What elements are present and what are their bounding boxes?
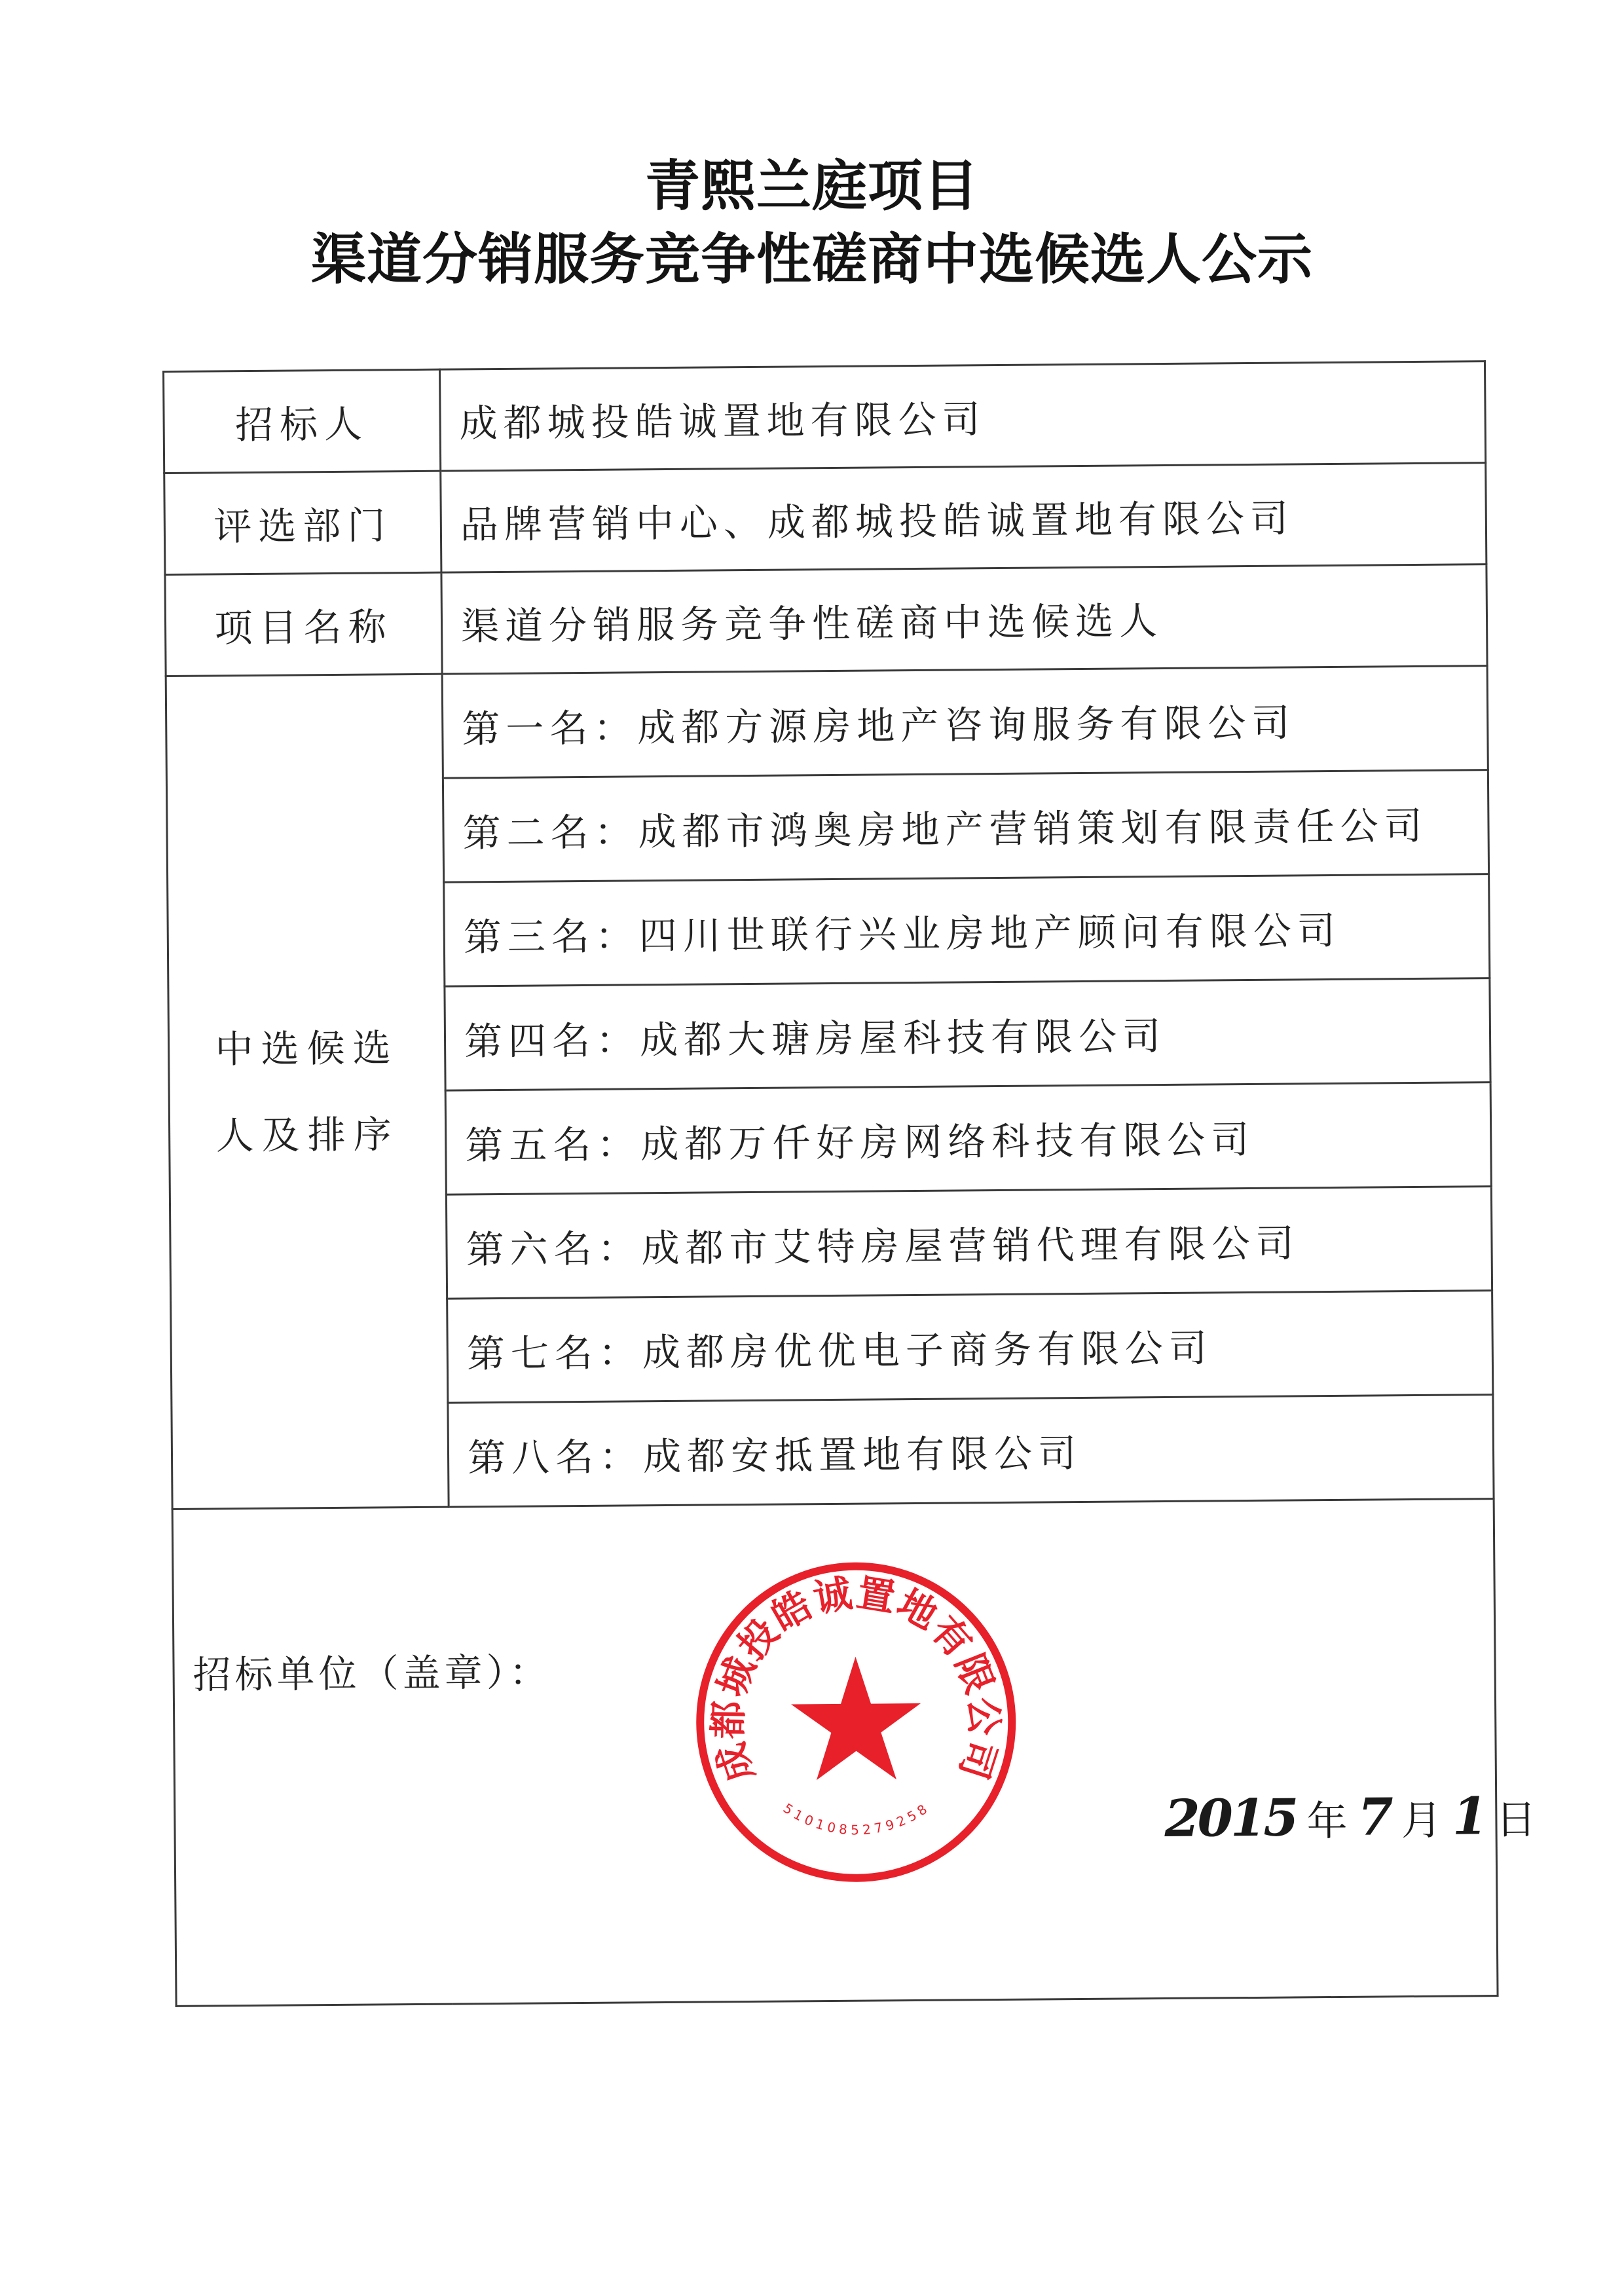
table-row-project-name bbox=[165, 565, 1487, 676]
candidate-name: 成都安抵置地有限公司 bbox=[642, 1431, 1082, 1479]
date-day: 1 bbox=[1452, 1787, 1486, 1847]
date-year: 2015 bbox=[1164, 1788, 1297, 1849]
candidate-2 bbox=[443, 770, 1488, 883]
candidate-rank: 第四名： bbox=[464, 1018, 640, 1064]
seal-number-text: 5101085279258 bbox=[780, 1799, 933, 1838]
label-candidates bbox=[166, 674, 449, 1509]
label-candidates-line2: 人及排序 bbox=[215, 1111, 399, 1158]
signature-cell bbox=[172, 1499, 1537, 2007]
table-row-department bbox=[164, 463, 1486, 575]
candidate-rank: 第五名： bbox=[465, 1122, 641, 1168]
table-row-tenderer bbox=[164, 361, 1486, 473]
candidate-rank: 第一名： bbox=[462, 705, 638, 752]
candidate-rank: 第八名： bbox=[467, 1434, 644, 1481]
candidate-rank: 第六名： bbox=[466, 1226, 642, 1272]
document-title bbox=[0, 149, 1624, 296]
company-seal-stamp bbox=[691, 1557, 1021, 1887]
signature-date bbox=[1164, 1786, 1547, 1849]
title-line-project: 青熙兰庭项目 bbox=[644, 153, 979, 218]
candidate-name: 成都市艾特房屋营销代理有限公司 bbox=[641, 1221, 1300, 1271]
date-month-unit: 月 bbox=[1401, 1796, 1443, 1845]
star-icon bbox=[790, 1656, 921, 1781]
label-project-name: 项目名称 bbox=[165, 572, 442, 676]
candidate-rank: 第二名： bbox=[462, 809, 638, 856]
table-row-candidate bbox=[166, 666, 1488, 781]
seal-company-text: 成都城投皓诚置地有限公司 bbox=[705, 1570, 1007, 1788]
candidate-4 bbox=[445, 978, 1490, 1091]
date-month: 7 bbox=[1357, 1787, 1392, 1847]
candidate-8 bbox=[448, 1395, 1494, 1508]
label-department: 评选部门 bbox=[164, 471, 441, 574]
candidate-name: 成都万仟好房网络科技有限公司 bbox=[640, 1117, 1255, 1167]
table-row-signature bbox=[172, 1499, 1498, 2007]
candidate-name: 成都方源房地产咨询服务有限公司 bbox=[637, 700, 1296, 750]
candidate-3 bbox=[444, 874, 1490, 987]
date-day-unit: 日 bbox=[1495, 1795, 1537, 1844]
candidate-7 bbox=[447, 1291, 1493, 1403]
date-year-unit: 年 bbox=[1306, 1796, 1348, 1845]
candidate-6 bbox=[446, 1187, 1492, 1299]
candidate-5 bbox=[445, 1083, 1491, 1195]
candidate-1 bbox=[442, 666, 1488, 779]
value-department: 品牌营销中心、成都城投皓诚置地有限公司 bbox=[441, 463, 1486, 573]
value-tenderer: 成都城投皓诚置地有限公司 bbox=[439, 361, 1485, 472]
notice-table bbox=[162, 360, 1537, 2007]
notice-table-container bbox=[162, 360, 1537, 2013]
candidate-rank: 第三名： bbox=[463, 914, 640, 960]
candidate-rank: 第七名： bbox=[466, 1330, 643, 1377]
candidate-name: 成都大瑭房屋科技有限公司 bbox=[639, 1013, 1167, 1063]
label-candidates-line1: 中选候选 bbox=[215, 1025, 399, 1071]
candidate-name: 四川世联行兴业房地产顾问有限公司 bbox=[638, 908, 1342, 959]
candidate-name: 成都房优优电子商务有限公司 bbox=[642, 1325, 1213, 1375]
value-project-name: 渠道分销服务竞争性磋商中选候选人 bbox=[441, 565, 1487, 675]
candidate-name: 成都市鸿奥房地产营销策划有限责任公司 bbox=[638, 803, 1428, 855]
label-tenderer: 招标人 bbox=[164, 369, 441, 473]
title-line-notice: 渠道分销服务竞争性磋商中选候选人公示 bbox=[310, 227, 1313, 291]
signature-label: 招标单位（盖章）： bbox=[193, 1650, 551, 1697]
